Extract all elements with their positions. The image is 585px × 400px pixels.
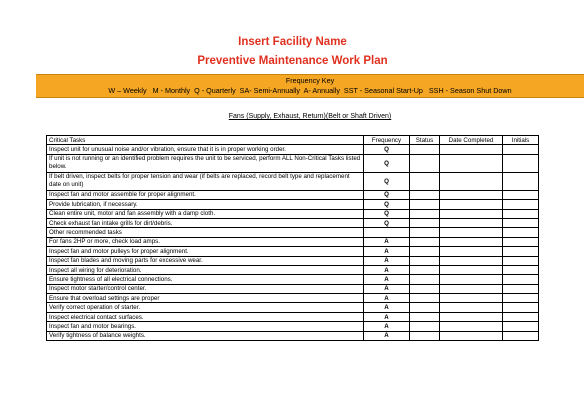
col-header-frequency: Frequency: [364, 136, 410, 145]
table-row: [47, 154, 539, 172]
date-completed-cell[interactable]: [440, 145, 503, 154]
frequency-cell: [364, 228, 410, 237]
frequency-key-legend: W – Weekly M - Monthly Q - Quarterly SA- Semi-Annually A- Annually SST - Seasonal Start-Up SSH - Season Shut Down: [108, 86, 512, 95]
frequency-cell: Q: [364, 145, 410, 154]
status-cell[interactable]: [410, 172, 440, 190]
date-completed-cell[interactable]: [440, 275, 503, 284]
status-cell[interactable]: [410, 190, 440, 199]
frequency-cell: A: [364, 303, 410, 312]
initials-cell[interactable]: [503, 218, 539, 227]
task-cell: If unit is not running or an identified problem requires the unit to be serviced, perform ALL Non-Critical Tasks listed below.: [47, 154, 364, 172]
initials-cell[interactable]: [503, 294, 539, 303]
frequency-cell: Q: [364, 200, 410, 209]
date-completed-cell[interactable]: [440, 209, 503, 218]
status-cell[interactable]: [410, 200, 440, 209]
task-cell: If belt driven, inspect belts for proper tension and wear (if belts are replaced, record belt type and replacement date on unit): [47, 172, 364, 190]
status-cell[interactable]: [410, 145, 440, 154]
frequency-cell: Q: [364, 190, 410, 199]
initials-cell[interactable]: [503, 145, 539, 154]
table-row: [47, 172, 539, 190]
initials-cell[interactable]: [503, 284, 539, 293]
task-cell: Clean entire unit, motor and fan assembly with a damp cloth.: [47, 209, 364, 218]
date-completed-cell[interactable]: [440, 154, 503, 172]
task-cell: Inspect electrical contact surfaces.: [47, 312, 364, 321]
frequency-cell: A: [364, 275, 410, 284]
initials-cell[interactable]: [503, 265, 539, 274]
frequency-cell: A: [364, 312, 410, 321]
task-cell: Inspect motor starter/control center.: [47, 284, 364, 293]
status-cell[interactable]: [410, 322, 440, 331]
table-row: [47, 256, 539, 265]
initials-cell[interactable]: [503, 200, 539, 209]
task-cell: Verify tightness of balance weights.: [47, 331, 364, 340]
date-completed-cell[interactable]: [440, 265, 503, 274]
initials-cell[interactable]: [503, 172, 539, 190]
frequency-cell: Q: [364, 154, 410, 172]
status-cell[interactable]: [410, 303, 440, 312]
date-completed-cell[interactable]: [440, 294, 503, 303]
other-tasks-header: Other recommended tasks: [47, 228, 364, 237]
task-cell: Inspect fan and motor assemble for proper alignment.: [47, 190, 364, 199]
status-cell[interactable]: [410, 265, 440, 274]
table-row: [47, 322, 539, 331]
status-cell[interactable]: [410, 154, 440, 172]
task-cell: Ensure that overload settings are proper: [47, 294, 364, 303]
table-row: [47, 200, 539, 209]
facility-name: Insert Facility Name: [238, 36, 347, 48]
initials-cell[interactable]: [503, 275, 539, 284]
table-row: [47, 209, 539, 218]
status-cell[interactable]: [410, 218, 440, 227]
task-cell: Check exhaust fan intake grills for dirt/debris.: [47, 218, 364, 227]
frequency-cell: Q: [364, 172, 410, 190]
col-header-date-completed: Date Completed: [440, 136, 503, 145]
status-cell[interactable]: [410, 275, 440, 284]
date-completed-cell[interactable]: [440, 312, 503, 321]
date-completed-cell[interactable]: [440, 200, 503, 209]
frequency-cell: A: [364, 294, 410, 303]
task-cell: Inspect fan and motor pulleys for proper alignment.: [47, 247, 364, 256]
frequency-cell: A: [364, 237, 410, 246]
table-row: [47, 218, 539, 227]
date-completed-cell[interactable]: [440, 237, 503, 246]
initials-cell[interactable]: [503, 247, 539, 256]
task-cell: Inspect all wiring for deterioration.: [47, 265, 364, 274]
task-cell: Ensure tightness of all electrical connections.: [47, 275, 364, 284]
table-row: [47, 145, 539, 154]
table-row: [47, 237, 539, 246]
initials-cell[interactable]: [503, 303, 539, 312]
date-completed-cell[interactable]: [440, 256, 503, 265]
plan-title: Preventive Maintenance Work Plan: [197, 55, 388, 67]
table-row: [47, 312, 539, 321]
tasks-table: [46, 135, 539, 341]
task-cell: Provide lubrication, if necessary.: [47, 200, 364, 209]
table-row: [47, 265, 539, 274]
frequency-cell: A: [364, 247, 410, 256]
section-title: Fans (Supply, Exhaust, Return)(Belt or Shaft Driven): [228, 113, 392, 120]
frequency-cell: A: [364, 322, 410, 331]
date-completed-cell[interactable]: [440, 331, 503, 340]
date-completed-cell[interactable]: [440, 218, 503, 227]
col-header-status: Status: [410, 136, 440, 145]
initials-cell[interactable]: [503, 256, 539, 265]
frequency-cell: Q: [364, 218, 410, 227]
status-cell[interactable]: [410, 294, 440, 303]
frequency-key-box: [36, 74, 584, 98]
frequency-cell: A: [364, 256, 410, 265]
initials-cell[interactable]: [503, 209, 539, 218]
table-row: [47, 331, 539, 340]
initials-cell[interactable]: [503, 312, 539, 321]
frequency-cell: A: [364, 265, 410, 274]
frequency-cell: A: [364, 284, 410, 293]
section-row: [47, 228, 539, 237]
date-completed-cell[interactable]: [440, 284, 503, 293]
status-cell[interactable]: [410, 284, 440, 293]
initials-cell[interactable]: [503, 154, 539, 172]
task-cell: Verify correct operation of starter.: [47, 303, 364, 312]
date-completed-cell[interactable]: [440, 322, 503, 331]
task-cell: Inspect unit for unusual noise and/or vibration, ensure that it is in proper working order.: [47, 145, 364, 154]
initials-cell: [503, 228, 539, 237]
task-cell: For fans 2HP or more, check load amps.: [47, 237, 364, 246]
task-cell: Inspect fan and motor bearings.: [47, 322, 364, 331]
status-cell[interactable]: [410, 331, 440, 340]
initials-cell[interactable]: [503, 190, 539, 199]
status-cell: [410, 228, 440, 237]
status-cell[interactable]: [410, 256, 440, 265]
initials-cell[interactable]: [503, 237, 539, 246]
initials-cell[interactable]: [503, 322, 539, 331]
frequency-cell: Q: [364, 209, 410, 218]
initials-cell[interactable]: [503, 331, 539, 340]
status-cell[interactable]: [410, 312, 440, 321]
col-header-initials: Initials: [503, 136, 539, 145]
frequency-cell: A: [364, 331, 410, 340]
status-cell[interactable]: [410, 247, 440, 256]
task-cell: Inspect fan blades and moving parts for excessive wear.: [47, 256, 364, 265]
table-row: [47, 284, 539, 293]
date-completed-cell[interactable]: [440, 247, 503, 256]
table-row: [47, 247, 539, 256]
table-row: [47, 303, 539, 312]
col-header-task: Critical Tasks: [47, 136, 364, 145]
table-row: [47, 190, 539, 199]
date-completed-cell[interactable]: [440, 190, 503, 199]
status-cell[interactable]: [410, 237, 440, 246]
frequency-key-title: Frequency Key: [285, 76, 335, 85]
date-completed-cell: [440, 228, 503, 237]
table-row: [47, 294, 539, 303]
date-completed-cell[interactable]: [440, 172, 503, 190]
status-cell[interactable]: [410, 209, 440, 218]
date-completed-cell[interactable]: [440, 303, 503, 312]
table-row: [47, 275, 539, 284]
